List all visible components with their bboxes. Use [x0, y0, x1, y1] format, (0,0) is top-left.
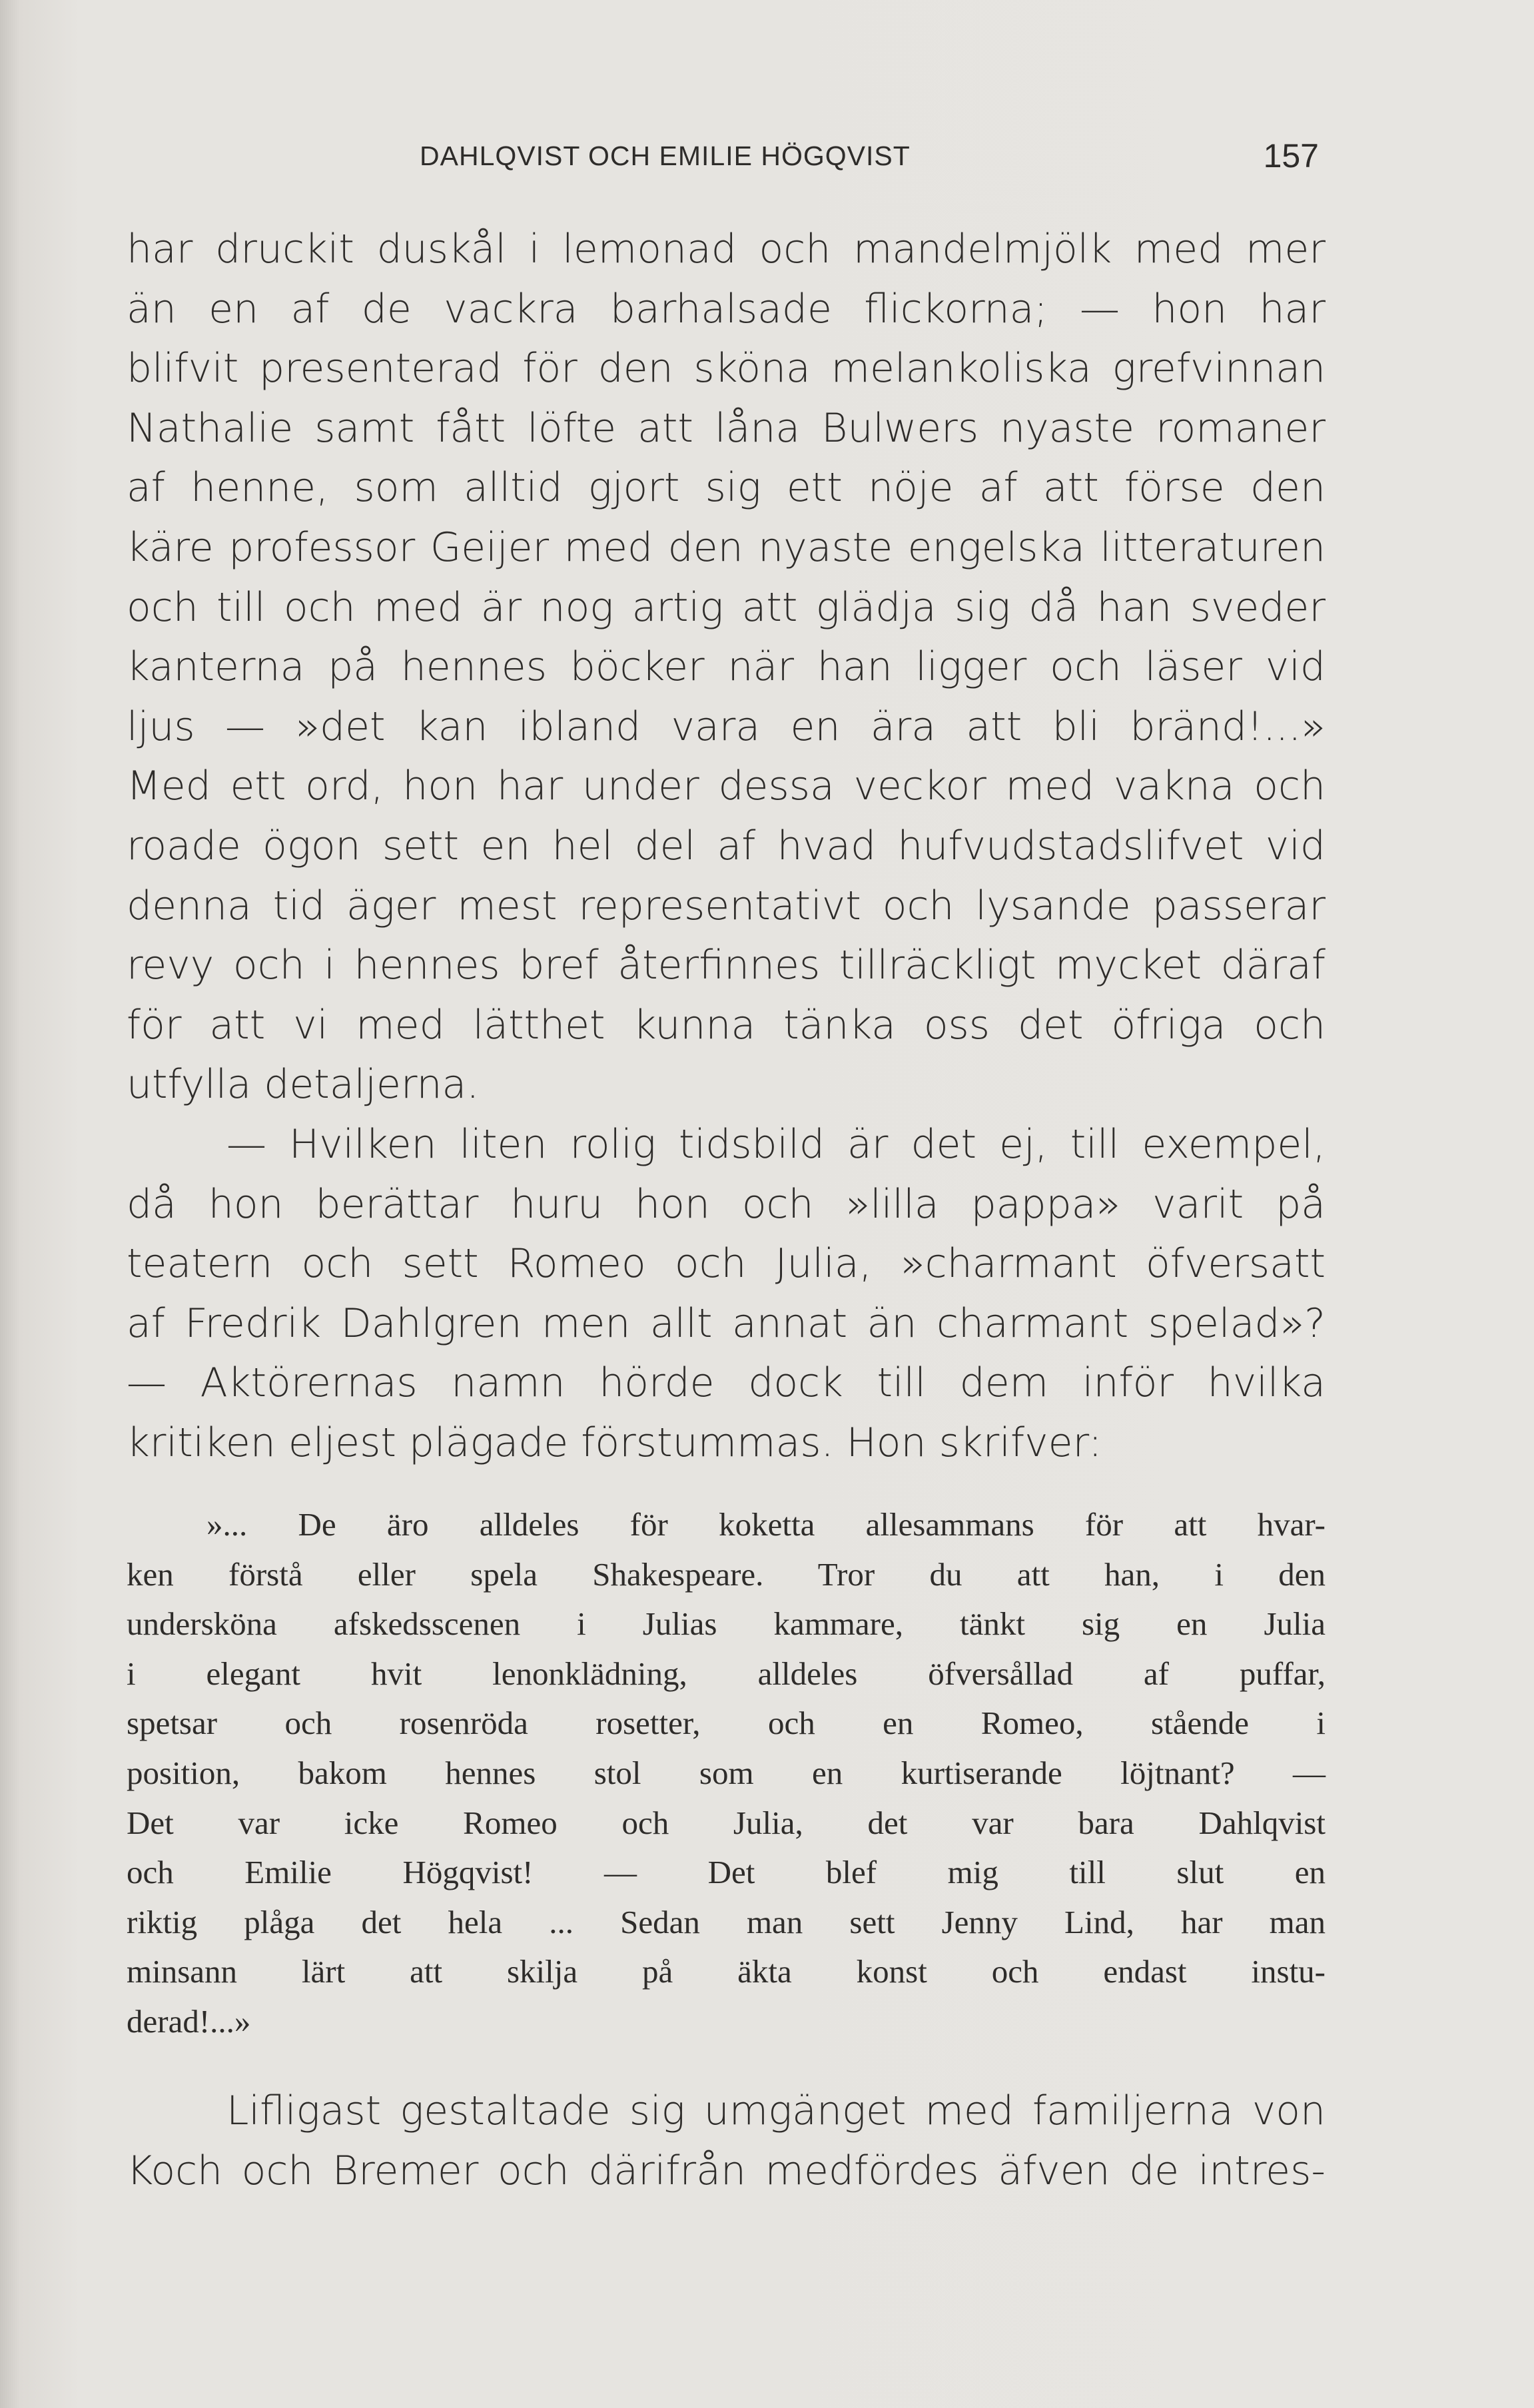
- closing-paragraph: [127, 2082, 1326, 2201]
- text-line: för att vi med lätthet kunna tänka oss det öfriga och: [127, 1001, 1326, 1048]
- text-line: utfylla detaljerna.: [127, 1061, 480, 1108]
- quote-line: i elegant hvit lenonklädning, alldeles öfversållad af puffar,: [127, 1655, 1326, 1692]
- text-line: Nathalie samt fått löfte att låna Bulwers nyaste romaner: [127, 404, 1326, 452]
- text-line: kanterna på hennes böcker när han ligger och läser vid: [127, 643, 1326, 691]
- quote-line: spetsar och rosenröda rosetter, och en Romeo, stående i: [127, 1705, 1326, 1742]
- text-line: än en af de vackra barhalsade flickorna; — hon har: [127, 285, 1326, 332]
- quote-line: undersköna afskedsscenen i Julias kammare, tänkt sig en Julia: [127, 1605, 1326, 1643]
- text-line: teatern och sett Romeo och Julia, »charmant öfversatt: [127, 1240, 1326, 1288]
- text-line: revy och i hennes bref återfinnes tillräckligt mycket däraf: [127, 942, 1326, 989]
- main-paragraphs: [127, 220, 1326, 1473]
- text-line: Med ett ord, hon har under dessa veckor med vakna och: [127, 763, 1326, 810]
- quote-line: ken förstå eller spela Shakespeare. Tror du att han, i den: [127, 1555, 1326, 1593]
- page-header: [127, 137, 1326, 177]
- text-line: — Hvilken liten rolig tidsbild är det ej, till exempel,: [226, 1120, 1326, 1168]
- text-line: kritiken eljest plägade förstummas. Hon skrifver:: [127, 1419, 1102, 1466]
- text-line: Koch och Bremer och därifrån medfördes äfven de intres-: [127, 2147, 1326, 2194]
- page-number: 157: [1263, 137, 1319, 175]
- quote-line: »... De äro alldeles för koketta allesammans för att hvar-: [206, 1506, 1326, 1543]
- text-line: Lifligast gestaltade sig umgänget med familjerna von: [226, 2088, 1326, 2134]
- text-line: af henne, som alltid gjort sig ett nöje af att förse den: [127, 464, 1326, 512]
- quote-line: position, bakom hennes stol som en kurtiserande löjtnant? —: [127, 1754, 1326, 1791]
- quoted-letter: [127, 1500, 1326, 2047]
- text-line: — Aktörernas namn hörde dock till dem inför hvilka: [127, 1360, 1326, 1407]
- text-line: denna tid äger mest representativt och lysande passerar: [127, 882, 1326, 929]
- quote-line: minsann lärt att skilja på äkta konst och endast instu-: [127, 1953, 1326, 1990]
- text-line: och till och med är nog artig att glädja sig då han sveder: [127, 584, 1326, 631]
- text-line: blifvit presenterad för den sköna melankoliska grefvinnan: [127, 345, 1326, 392]
- quote-line: derad!...»: [127, 2002, 251, 2040]
- text-line: roade ögon sett en hel del af hvad hufvudstadslifvet vid: [127, 822, 1326, 869]
- running-head: DAHLQVIST OCH EMILIE HÖGQVIST: [420, 141, 911, 171]
- text-line: af Fredrik Dahlgren men allt annat än charmant spelad»?: [127, 1300, 1326, 1347]
- quote-line: Det var icke Romeo och Julia, det var bara Dahlqvist: [127, 1804, 1326, 1841]
- text-line: har druckit duskål i lemonad och mandelmjölk med mer: [127, 226, 1326, 272]
- text-line: ljus — »det kan ibland vara en ära att bli bränd!...»: [127, 703, 1326, 750]
- quote-line: och Emilie Högqvist! — Det blef mig till slut en: [127, 1854, 1326, 1891]
- quote-line: riktig plåga det hela ... Sedan man sett Jenny Lind, har man: [127, 1903, 1326, 1940]
- text-line: käre professor Geijer med den nyaste engelska litteraturen: [127, 524, 1326, 571]
- text-line: då hon berättar huru hon och »lilla pappa» varit på: [127, 1180, 1326, 1228]
